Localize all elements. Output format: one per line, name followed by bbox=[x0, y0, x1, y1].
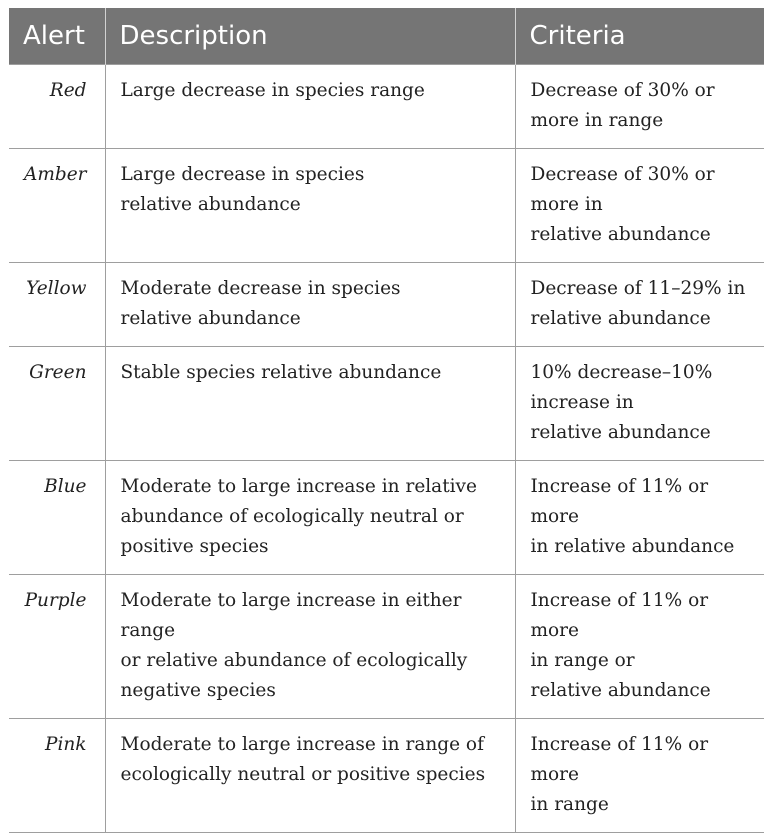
description-cell bbox=[105, 461, 515, 575]
criteria-line: relative abundance bbox=[530, 680, 711, 701]
alert-level-cell: Pink bbox=[9, 719, 105, 833]
description-cell bbox=[105, 719, 515, 833]
description-line: abundance of ecologically neutral or bbox=[120, 506, 464, 527]
description-cell bbox=[105, 347, 515, 461]
criteria-line: relative abundance bbox=[530, 224, 711, 245]
header-description: Description bbox=[105, 8, 515, 65]
description-line: Stable species relative abundance bbox=[120, 362, 442, 383]
criteria-line: Increase of 11% or more bbox=[530, 590, 709, 641]
description-line: Large decrease in species range bbox=[120, 80, 425, 101]
criteria-cell bbox=[515, 575, 764, 719]
criteria-line: increase in bbox=[530, 392, 634, 413]
alert-table bbox=[9, 8, 764, 833]
description-line: Moderate to large increase in range of bbox=[120, 734, 484, 755]
criteria-cell bbox=[515, 719, 764, 833]
criteria-line: more in range bbox=[530, 110, 664, 131]
table-row bbox=[9, 347, 764, 461]
description-line: relative abundance bbox=[120, 308, 301, 329]
table-row bbox=[9, 65, 764, 149]
description-line: ecologically neutral or positive species bbox=[120, 764, 486, 785]
description-line: or relative abundance of ecologically bbox=[120, 650, 468, 671]
description-cell bbox=[105, 263, 515, 347]
alert-level-cell: Green bbox=[9, 347, 105, 461]
criteria-cell bbox=[515, 65, 764, 149]
alert-level-cell: Purple bbox=[9, 575, 105, 719]
criteria-cell bbox=[515, 149, 764, 263]
description-line: negative species bbox=[120, 680, 276, 701]
table-row bbox=[9, 575, 764, 719]
description-line: Moderate to large increase in either range bbox=[120, 590, 462, 641]
alert-level-cell: Yellow bbox=[9, 263, 105, 347]
criteria-cell bbox=[515, 347, 764, 461]
header-alert: Alert bbox=[9, 8, 105, 65]
criteria-line: 10% decrease–10% bbox=[530, 362, 713, 383]
description-line: positive species bbox=[120, 536, 269, 557]
table-row bbox=[9, 149, 764, 263]
criteria-line: relative abundance bbox=[530, 308, 711, 329]
criteria-line: Decrease of 11–29% in bbox=[530, 278, 746, 299]
description-line: Moderate decrease in species bbox=[120, 278, 401, 299]
table-row bbox=[9, 263, 764, 347]
table-body bbox=[9, 65, 764, 833]
description-cell bbox=[105, 575, 515, 719]
alert-level-cell: Red bbox=[9, 65, 105, 149]
criteria-line: Increase of 11% or more bbox=[530, 476, 709, 527]
description-cell bbox=[105, 149, 515, 263]
criteria-line: relative abundance bbox=[530, 422, 711, 443]
criteria-cell bbox=[515, 263, 764, 347]
description-line: Large decrease in species bbox=[120, 164, 365, 185]
table-row bbox=[9, 461, 764, 575]
description-cell bbox=[105, 65, 515, 149]
table-header bbox=[9, 8, 764, 65]
table-row bbox=[9, 719, 764, 833]
criteria-cell bbox=[515, 461, 764, 575]
header-row bbox=[9, 8, 764, 65]
criteria-line: in range or bbox=[530, 650, 635, 671]
criteria-line: Decrease of 30% or bbox=[530, 164, 715, 185]
description-line: Moderate to large increase in relative bbox=[120, 476, 477, 497]
criteria-line: Increase of 11% or more bbox=[530, 734, 709, 785]
criteria-line: Decrease of 30% or bbox=[530, 80, 715, 101]
header-criteria: Criteria bbox=[515, 8, 764, 65]
criteria-line: in range bbox=[530, 794, 609, 815]
criteria-line: in relative abundance bbox=[530, 536, 735, 557]
criteria-line: more in bbox=[530, 194, 603, 215]
alert-level-cell: Amber bbox=[9, 149, 105, 263]
alert-level-cell: Blue bbox=[9, 461, 105, 575]
description-line: relative abundance bbox=[120, 194, 301, 215]
